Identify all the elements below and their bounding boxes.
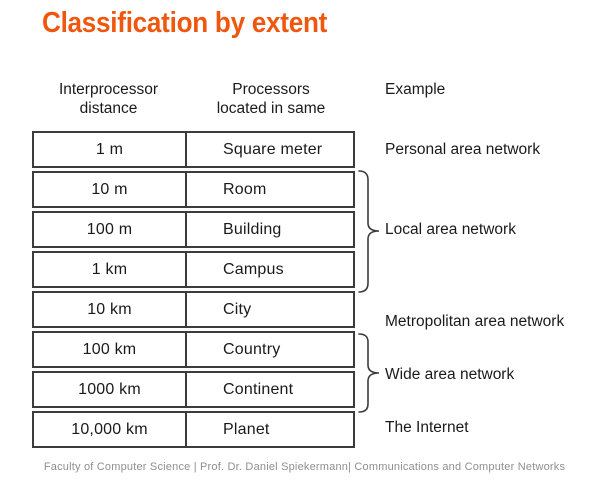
location-cell: Campus <box>185 253 353 286</box>
header-processors-located <box>187 80 355 118</box>
table-row <box>32 171 355 208</box>
table-row <box>32 411 355 448</box>
slide-footer: Faculty of Computer Science | Prof. Dr. Daniel Spiekermann| Communications and Computer Networks <box>43 461 566 473</box>
example-local-area-network: Local area network <box>385 221 516 238</box>
table-row <box>32 331 355 368</box>
distance-cell: 100 km <box>82 340 137 358</box>
example-the-internet: The Internet <box>385 419 469 436</box>
table-row <box>32 291 355 328</box>
header-col2-line2: located in same <box>216 100 326 117</box>
location-cell: Room <box>185 173 353 206</box>
header-example: Example <box>385 81 446 98</box>
classification-table <box>32 131 355 451</box>
distance-cell: 100 m <box>86 220 133 238</box>
lan-brace <box>359 171 379 292</box>
distance-cell: 10 km <box>87 300 132 318</box>
header-col1-line2: distance <box>79 100 138 117</box>
distance-cell: 1000 km <box>78 380 141 398</box>
wan-brace <box>359 334 379 412</box>
example-metropolitan-area-network: Metropolitan area network <box>385 313 565 330</box>
distance-cell: 10,000 km <box>71 420 148 438</box>
location-cell: City <box>185 293 353 326</box>
location-cell: Planet <box>185 413 353 446</box>
header-col1-line1: Interprocessor <box>58 81 159 98</box>
location-cell: Continent <box>185 373 353 406</box>
distance-cell: 10 m <box>91 180 128 198</box>
header-col2-line1: Processors <box>232 81 310 98</box>
example-wide-area-network: Wide area network <box>385 366 515 383</box>
table-row <box>32 131 355 168</box>
table-row <box>32 371 355 408</box>
example-personal-area-network: Personal area network <box>385 141 541 158</box>
location-cell: Country <box>185 333 353 366</box>
distance-cell: 1 km <box>91 260 128 278</box>
table-row <box>32 211 355 248</box>
header-interprocessor-distance <box>32 80 185 118</box>
distance-cell: 1 m <box>95 140 124 158</box>
slide-title: Classification by extent <box>42 7 328 39</box>
location-cell: Square meter <box>185 133 353 166</box>
location-cell: Building <box>185 213 353 246</box>
table-row <box>32 251 355 288</box>
